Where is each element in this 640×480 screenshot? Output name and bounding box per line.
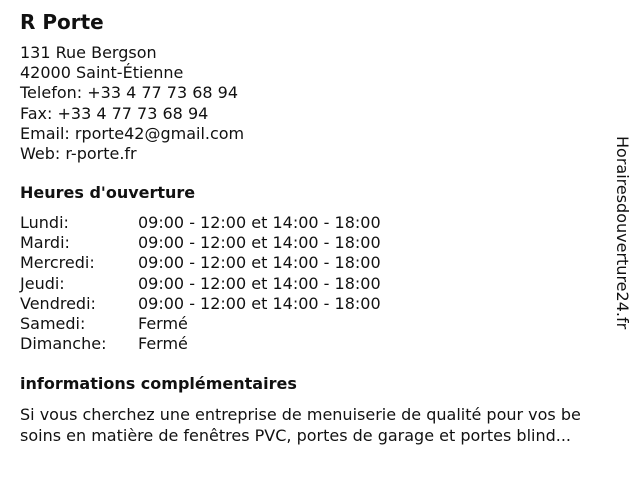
info-line-2: soins en matière de fenêtres PVC, portes de garage et portes blind... xyxy=(20,426,572,445)
day-hours: 09:00 - 12:00 et 14:00 - 18:00 xyxy=(138,233,381,253)
phone-number: Telefon: +33 4 77 73 68 94 xyxy=(20,83,239,103)
day-label: Vendredi: xyxy=(20,293,96,313)
brand-watermark: Horairesdouverture24.fr xyxy=(613,136,632,330)
day-hours: 09:00 - 12:00 et 14:00 - 18:00 xyxy=(138,253,381,273)
day-label: Lundi: xyxy=(20,213,69,232)
contact-block xyxy=(20,43,244,164)
day-hours: 09:00 - 12:00 et 14:00 - 18:00 xyxy=(138,213,381,232)
fax-number: Fax: +33 4 77 73 68 94 xyxy=(20,103,209,123)
day-hours: 09:00 - 12:00 et 14:00 - 18:00 xyxy=(138,273,381,293)
email-address: Email: rporte42@gmail.com xyxy=(20,123,245,143)
day-hours: 09:00 - 12:00 et 14:00 - 18:00 xyxy=(138,293,381,313)
city-address: 42000 Saint-Étienne xyxy=(20,63,184,83)
day-hours: Fermé xyxy=(138,313,188,333)
day-label: Dimanche: xyxy=(20,334,107,354)
day-hours: Fermé xyxy=(138,334,188,354)
day-label: Mardi: xyxy=(20,233,70,253)
day-label: Mercredi: xyxy=(20,253,95,273)
street-address: 131 Rue Bergson xyxy=(20,43,157,62)
additional-info-heading: informations complémentaires xyxy=(20,374,297,393)
info-line-1: Si vous cherchez une entreprise de menuiserie de qualité pour vos be xyxy=(20,405,581,424)
day-label: Samedi: xyxy=(20,313,86,333)
additional-info-text xyxy=(20,404,630,446)
business-name: R Porte xyxy=(20,10,104,34)
day-label: Jeudi: xyxy=(20,273,65,293)
opening-hours-heading: Heures d'ouverture xyxy=(20,183,196,202)
website: Web: r-porte.fr xyxy=(20,144,137,164)
